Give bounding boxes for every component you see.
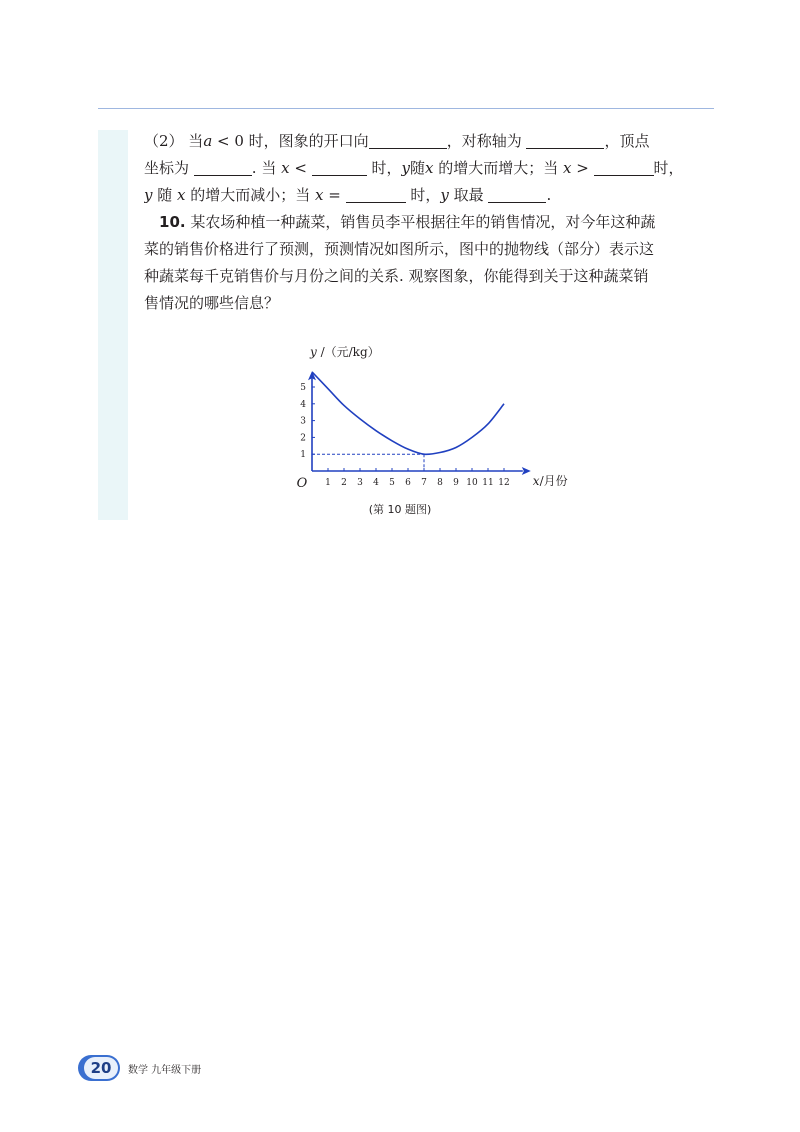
parabola-chart <box>280 338 600 500</box>
figure-caption: (第 10 题图) <box>368 503 432 516</box>
y-tick-label: 1 <box>300 450 306 461</box>
x-axis-arrow <box>522 467 531 475</box>
y-tick-label: 3 <box>300 416 306 427</box>
y-tick-label: 2 <box>300 433 306 444</box>
book-title: 数学 九年级下册 <box>128 1064 202 1076</box>
q10-line-1: 10. 某农场种植一种蔬菜，销售员李平根据往年的销售情况，对今年这种蔬 <box>159 213 656 231</box>
part2-line-3: y 随 x 的增大而减小；当 x = 时，y 取最 . <box>144 186 552 204</box>
content <box>144 128 716 317</box>
blank-opening-direction[interactable] <box>369 131 447 149</box>
x-tick-label: 12 <box>498 478 510 488</box>
blank-extreme-value[interactable] <box>488 185 546 203</box>
x-tick-label: 6 <box>405 478 411 488</box>
blank-x-equals[interactable] <box>346 185 406 203</box>
x-tick-label: 10 <box>466 478 478 488</box>
y-axis-label: y /（元/kg） <box>310 345 380 359</box>
x-tick-label: 3 <box>357 478 363 488</box>
q10-line-3: 种蔬菜每千克销售价与月份之间的关系. 观察图象，你能得到关于这种蔬菜销 <box>144 267 649 285</box>
blank-x-greater-than[interactable] <box>594 158 654 176</box>
part2-line-1: （2） 当a < 0 时，图象的开口向 ，对称轴为 ，顶点 <box>144 132 650 150</box>
q10-line-4: 售情况的哪些信息？ <box>144 294 280 312</box>
blank-vertex[interactable] <box>194 158 252 176</box>
parabola-series-line <box>312 372 504 454</box>
y-tick-label: 4 <box>300 399 306 410</box>
question-number: 10. <box>159 213 186 231</box>
x-tick-label: 8 <box>437 478 443 488</box>
side-shading <box>98 130 128 520</box>
page-number-badge <box>78 1055 120 1081</box>
x-tick-label: 5 <box>389 478 395 488</box>
question-part-2 <box>144 128 716 209</box>
q10-line-2: 菜的销售价格进行了预测，预测情况如图所示，图中的抛物线（部分）表示这 <box>144 240 655 258</box>
question-10 <box>144 209 716 317</box>
x-tick-label: 11 <box>482 478 494 488</box>
y-tick-label: 5 <box>300 383 306 393</box>
part2-line-2: 坐标为 . 当 x < 时，y随x 的增大而增大；当 x > 时， <box>144 159 684 177</box>
origin-label: O <box>296 476 308 491</box>
x-tick-label: 9 <box>453 478 459 488</box>
x-tick-label: 7 <box>421 478 427 488</box>
x-tick-label: 4 <box>373 478 379 488</box>
x-tick-label: 2 <box>341 478 347 488</box>
page-number: 20 <box>84 1057 118 1079</box>
blank-axis-of-symmetry[interactable] <box>526 131 604 149</box>
x-axis-label: x/月份 <box>532 474 568 488</box>
page-footer <box>78 1055 201 1081</box>
header-rule <box>98 108 714 109</box>
x-tick-label: 1 <box>325 478 331 488</box>
blank-x-less-than[interactable] <box>312 158 367 176</box>
